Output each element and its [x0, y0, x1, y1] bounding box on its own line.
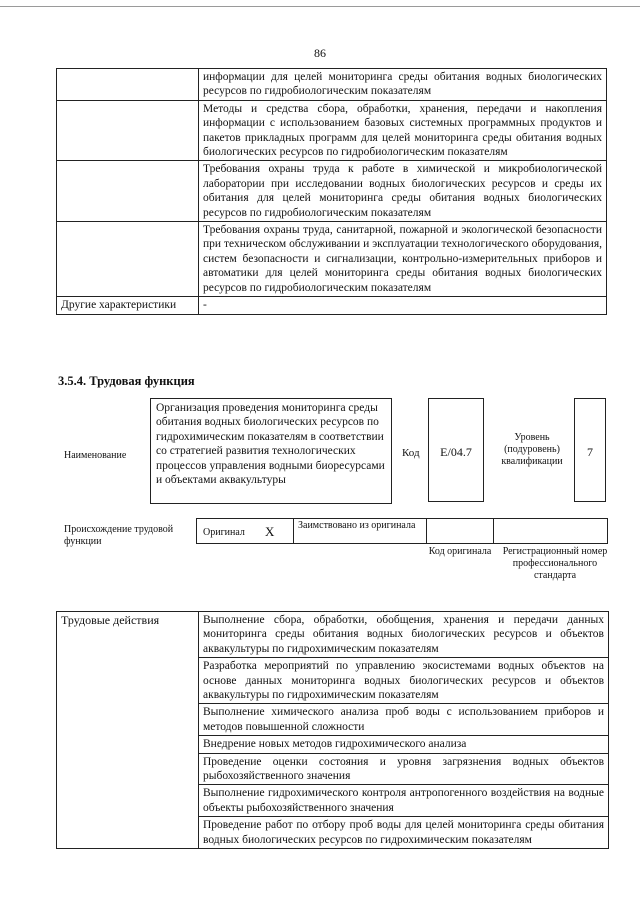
original-code-cell: [426, 518, 494, 544]
original-cell: [196, 518, 294, 544]
page-number: 86: [314, 46, 326, 60]
original-label: Оригинал: [203, 527, 245, 538]
level-label: Уровень (подуровень) квалификации: [501, 432, 563, 467]
table-row: [57, 297, 607, 314]
list-item: Внедрение новых методов гидрохимического анализа: [199, 736, 609, 753]
knowledge-table: [56, 68, 607, 315]
labor-actions-table: [56, 611, 609, 849]
origin-row: [196, 518, 608, 544]
registration-caption: Регистрационный номер профессионального стандарта: [502, 546, 608, 581]
code-label: Код: [402, 447, 420, 459]
code-value-box: E/04.7: [428, 398, 484, 502]
row-text: Требования охраны труда к работе в химической и микробиологической лаборатории при исследовании водных биологических ресурсов и среды их обитания для целей мониторинга среды обитания водных биологических ресурсов по гидробиологическим показателям: [199, 161, 607, 222]
name-label: Наименование: [64, 450, 127, 461]
top-rule: [0, 6, 640, 7]
row-label: [57, 100, 199, 161]
table-row: [57, 161, 607, 222]
level-value-box: 7: [574, 398, 606, 502]
list-item: Проведение оценки состояния и уровня загрязнения водных объектов рыбохозяйственного значения: [199, 753, 609, 785]
table-row: [57, 222, 607, 297]
list-item: Выполнение сбора, обработки, обобщения, хранения и передачи данных мониторинга среды обитания водных биологических ресурсов и объектов аквакультуры по гидрохимическим показателям: [199, 612, 609, 658]
row-label: [57, 69, 199, 101]
list-item: Проведение работ по отбору проб воды для целей мониторинга среды обитания водных биологических ресурсов по гидрохимическим показателям: [199, 817, 609, 849]
function-name-box: Организация проведения мониторинга среды обитания водных биологических ресурсов по гидрохимическим показателям в соответствии со стратегией развития технологических процессов управления водными биоресурсами и объектами аквакультуры: [150, 398, 392, 504]
table-row: [57, 69, 607, 101]
list-item: Выполнение химического анализа проб воды с использованием приборов и методов повышенной сложности: [199, 704, 609, 736]
borrowed-cell: [293, 518, 427, 544]
table-row: [57, 612, 609, 658]
labor-actions-label: Трудовые действия: [57, 612, 199, 849]
row-label: [57, 222, 199, 297]
row-text: информации для целей мониторинга среды обитания водных биологических ресурсов по гидробиологическим показателям: [199, 69, 607, 101]
list-item: Выполнение гидрохимического контроля антропогенного воздействия на водные объекты рыбохозяйственного значения: [199, 785, 609, 817]
registration-number-cell: [493, 518, 608, 544]
original-mark: X: [265, 524, 275, 539]
row-text: Требования охраны труда, санитарной, пожарной и экологической безопасности при техническом обслуживании и эксплуатации технологического оборудования, систем безопасности и сигнализации, контрольно-измерительных приборов и автоматики для целей мониторинга среды обитания водных биологических ресурсов по гидробиологическим показателям: [199, 222, 607, 297]
other-characteristics-label: Другие характеристики: [57, 297, 199, 314]
row-text: Методы и средства сбора, обработки, хранения, передачи и накопления информации с использованием базовых системных программных продуктов и пакетов прикладных программ для целей мониторинга среды обитания водных биологических ресурсов по гидробиологическим показателям: [199, 100, 607, 161]
borrowed-label: Заимствовано из оригинала: [298, 520, 416, 531]
other-characteristics-value: -: [199, 297, 607, 314]
list-item: Разработка мероприятий по управлению экосистемами водных объектов на основе данных мониторинга водных биологических ресурсов и объектов аквакультуры по гидрохимическим показателям: [199, 658, 609, 704]
row-label: [57, 161, 199, 222]
table-row: [57, 100, 607, 161]
code-original-caption: Код оригинала: [428, 546, 492, 557]
origin-label: Происхождение трудовой функции: [64, 524, 174, 547]
section-heading: 3.5.4. Трудовая функция: [58, 374, 195, 388]
